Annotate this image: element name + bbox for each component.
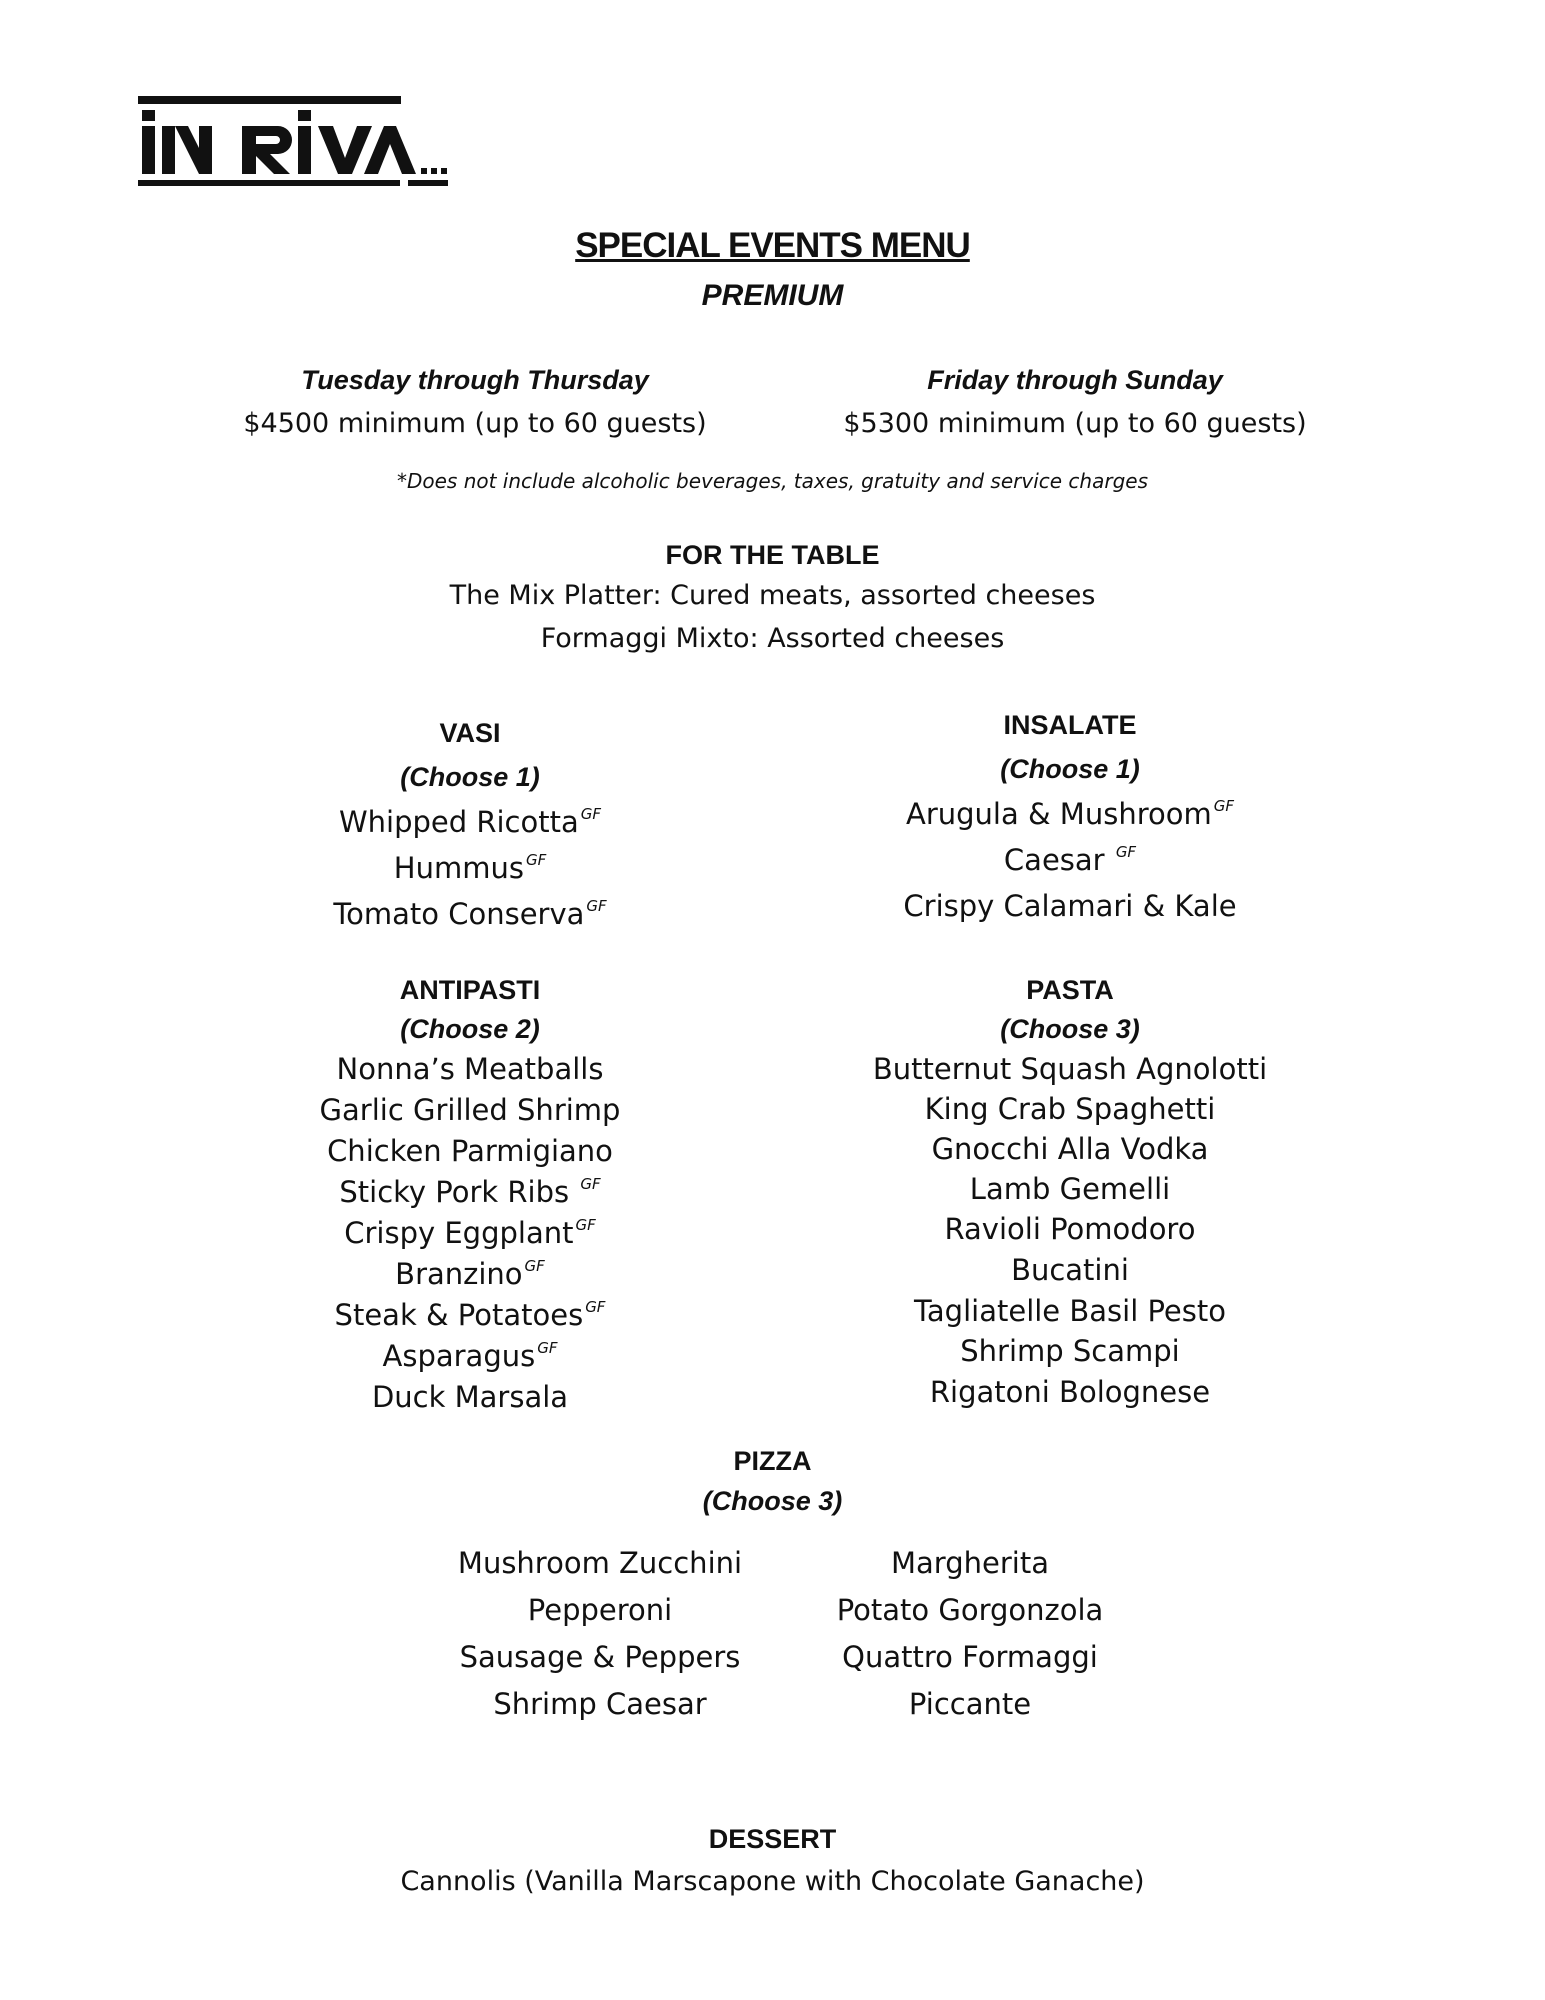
insalate-title: INSALATE — [1003, 710, 1137, 740]
list-item — [270, 1257, 670, 1291]
list-item — [270, 1052, 670, 1086]
list-item — [270, 897, 670, 931]
list-item — [270, 805, 670, 839]
list-item — [870, 1334, 1270, 1368]
item-label: Lamb Gemelli — [969, 1172, 1171, 1206]
gf-mark: GF — [1213, 797, 1234, 815]
pricing-weekend-days: Friday through Sunday — [927, 365, 1223, 395]
list-item — [270, 1298, 670, 1332]
list-item: Sausage & Peppers — [459, 1640, 741, 1674]
list-item: Margherita — [891, 1546, 1049, 1580]
page-title: SPECIAL EVENTS MENU — [575, 226, 970, 265]
item-label: Steak & Potatoes — [334, 1298, 584, 1332]
item-label: Tomato Conserva — [333, 897, 585, 931]
pricing-weekday-price: $4500 minimum (up to 60 guests) — [243, 408, 707, 439]
list-item: Piccante — [908, 1687, 1032, 1721]
pricing-weekday-days: Tuesday through Thursday — [301, 365, 649, 395]
item-label: Ravioli Pomodoro — [944, 1212, 1196, 1246]
vasi-list — [270, 805, 670, 945]
gf-mark: GF — [580, 805, 602, 823]
list-item — [270, 851, 670, 885]
logo — [138, 92, 448, 188]
list-item: Mushroom Zucchini — [457, 1546, 743, 1580]
item-label: Caesar — [1003, 843, 1105, 877]
gf-mark: GF — [537, 1339, 558, 1357]
for-the-table-item: The Mix Platter: Cured meats, assorted cheeses — [449, 580, 1096, 611]
gf-mark: GF — [524, 1257, 545, 1275]
list-item — [270, 1339, 670, 1373]
gf-mark: GF — [585, 1298, 606, 1316]
pasta-choose: (Choose 3) — [1000, 1014, 1140, 1044]
antipasti-title: ANTIPASTI — [399, 975, 541, 1005]
list-item — [870, 1092, 1270, 1126]
list-item — [270, 1093, 670, 1127]
gf-mark: GF — [575, 1216, 596, 1234]
insalate-list — [870, 797, 1270, 937]
list-item — [870, 1172, 1270, 1206]
list-item — [870, 1294, 1270, 1328]
pricing-weekend-price: $5300 minimum (up to 60 guests) — [843, 408, 1307, 439]
list-item — [270, 1216, 670, 1250]
list-item — [870, 843, 1270, 877]
for-the-table-item: Formaggi Mixto: Assorted cheeses — [540, 623, 1005, 654]
pizza-title: PIZZA — [733, 1446, 812, 1476]
list-item — [870, 1253, 1270, 1287]
list-item — [870, 1212, 1270, 1246]
pizza-left-list — [400, 1546, 800, 1736]
dessert-item: Cannolis (Vanilla Marscapone with Chocolate Ganache) — [400, 1866, 1145, 1897]
list-item: Pepperoni — [527, 1593, 673, 1627]
item-label: Tagliatelle Basil Pesto — [914, 1294, 1226, 1328]
pricing-note: *Does not include alcoholic beverages, taxes, gratuity and service charges — [396, 469, 1149, 493]
item-label: Bucatini — [1011, 1253, 1129, 1287]
pizza-choose: (Choose 3) — [702, 1486, 843, 1516]
gf-mark: GF — [580, 1175, 601, 1193]
item-label: Crispy Calamari & Kale — [903, 889, 1237, 923]
list-item: Shrimp Caesar — [493, 1687, 707, 1721]
item-label: Shrimp Scampi — [960, 1334, 1180, 1368]
item-label: Butternut Squash Agnolotti — [872, 1052, 1268, 1086]
pasta-list — [870, 1052, 1270, 1422]
vasi-choose: (Choose 1) — [400, 762, 540, 792]
item-label: Arugula & Mushroom — [906, 797, 1212, 831]
list-item — [870, 1052, 1270, 1086]
gf-mark: GF — [586, 897, 607, 915]
item-label: Asparagus — [382, 1339, 536, 1373]
vasi-title: VASI — [439, 718, 501, 748]
item-label: Whipped Ricotta — [338, 805, 579, 839]
item-label: Chicken Parmigiano — [327, 1134, 613, 1168]
gf-mark: GF — [1115, 843, 1137, 861]
item-label: Rigatoni Bolognese — [929, 1375, 1211, 1409]
item-label: King Crab Spaghetti — [924, 1092, 1216, 1126]
page-subtitle: PREMIUM — [701, 279, 844, 312]
list-item: Potato Gorgonzola — [836, 1593, 1104, 1627]
list-item — [270, 1175, 670, 1209]
antipasti-choose: (Choose 2) — [400, 1014, 540, 1044]
for-the-table-title: FOR THE TABLE — [665, 540, 880, 570]
item-label: Nonna’s Meatballs — [336, 1052, 604, 1086]
list-item: Quattro Formaggi — [842, 1640, 1098, 1674]
list-item — [870, 889, 1270, 923]
item-label: Garlic Grilled Shrimp — [319, 1093, 621, 1127]
pasta-title: PASTA — [1026, 975, 1114, 1005]
item-label: Branzino — [395, 1257, 523, 1291]
list-item — [270, 1134, 670, 1168]
dessert-title: DESSERT — [708, 1824, 837, 1854]
gf-mark: GF — [525, 851, 547, 869]
list-item — [270, 1380, 670, 1414]
item-label: Hummus — [393, 851, 524, 885]
item-label: Gnocchi Alla Vodka — [931, 1132, 1209, 1166]
pizza-right-list — [770, 1546, 1170, 1736]
item-label: Sticky Pork Ribs — [339, 1175, 570, 1209]
list-item — [870, 1375, 1270, 1409]
antipasti-list — [270, 1052, 670, 1422]
list-item — [870, 797, 1270, 831]
item-label: Duck Marsala — [371, 1380, 569, 1414]
list-item — [870, 1132, 1270, 1166]
insalate-choose: (Choose 1) — [1000, 754, 1140, 784]
item-label: Crispy Eggplant — [344, 1216, 574, 1250]
